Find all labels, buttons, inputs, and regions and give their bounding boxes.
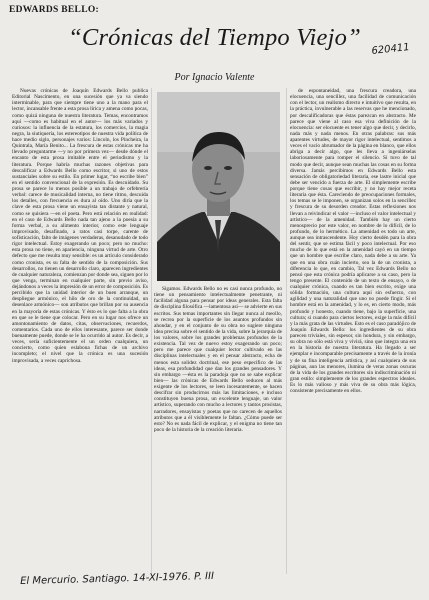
article-kicker: EDWARDS BELLO: [9, 5, 99, 15]
column-text: Nuevas crónicas de Joaquín Edwards Bello publica Editorial Nascimento, en una sucesión que ya va siendo interminable, para que siempre tiene uno a la mano para el lector, incansable frente a esta prosa lírica y amena como pocas, como quizá ninguna de nuestra literatura. Temas, encontramos aquí —como es habitual en el autor— los más variados y curiosos: la influencia de la estatura, los comercios, la magia negra, la siutiquería, los estereotipos de nuestra vida política de hace medio siglo, personajes varios: Lincoln, los Pincheira, la Quintrala, María Benito... La frescura de estas crónicas me ha llevado preguntarme —y no por primera vez— desde dónde el encanto de esta prosa imitable entre el periodismo y la literatura. Porque habría muchas razones objetivas para descalificar a Edwards Bello como escritor, si uno de estos sustanciales sobre su estilo. En primer lugar, “no escribe bien” en el sentido convencional de la expresión. Es descuidado. Su prosa se parece lo menos posible a un trabajo de orfebrería verbal: carece de musicalidad interna, no tiene ritmo, descuida los detalles, con frecuencia es dura al oído. Uno diría que la clave de esta prosa viene un ensayista tan distante y natural, como se quisiera —en el poeta. Pero está relación en realidad: en el caso de Edwards Bello nada tan ajeno a la poesía a su forma verbal, a su alimento interior, como este lenguaje improvisado, desafinado, a ratos casi torpe, carente de sofisticación, falto de imágenes verdaderas, desanudado de todo rigor intelectual. Estoy exagerando un poco; pero no mucho: esta prosa no tiene, en apariencia, ninguna virtud de arte. Otro defecto que me resulta muy sensible: es un artículo considerado como cronista, es su falta de sentido de la composición. Sus desarrollos, no tienen un desarrollo claro, aparecen ingredientes de cualquier naturaleza, comienzan por donde sea, siguen por lo que venga, terminan en cualquier parte, sin previo aviso, dejándonos a veces la impresión de un error de composición. Es percibido que la unidad interior de un buen arranque, un despliegue armónico, el hilo de oro de la continuidad, un desenlace armónico— son atributos que brillan por su ausencia en la mayoría de estas crónicas. Y ésto es lo que falta a la obra en que se le tiene que colocar. Pero en su lugar nos ofrece un amontonamiento de datos, citas, observaciones, recuerdos, comentarios. Cada uno de ellos interesante, parece ser donde buenamente puede, donde se le ha ocurrido al autor. Es decir, a veces, sería suficientemente el un orden cualquiera, un concierto, como quien eslabona fichas de un archivo incompleto; el nivel que la crónica es una sucesión improvisada, a veces caprichosa. [12, 88, 148, 364]
column-divider [286, 88, 287, 574]
portrait-image [157, 92, 280, 281]
column-divider [151, 88, 152, 574]
column-text: Sigamos. Edwards Bello no es casi nunca profundo, no tiene un pensamiento intelectualmente penetrante, ni facilidad alguna para pensar por ideas generales. Esta falta de disciplina filosófica —lamentosa así— se advierte en sus escritos. Sus temas importantes sin llegar nunca al meollo, se recrea por la superficie de los asuntos profundos sin ahondar, y en el conjunto de su obra no sugiere ninguna idea precisa sobre el sentido de la vida, sobre la jerarquía de los valores, sobre los grandes problemas profundos de la existencia. Tal vez de nuevo estoy exagerando un poco; pero me parece que cualquier lector cultivado en las disciplinas intelectuales y en el pensar abstracto, echa de menos esta solidez doctrinal, ese peso específico de las ideas, esa profundidad que dan los grandes pensadores. Y sin embargo —ésta es la paradoja que no se sabe explicar bien— las crónicas de Edwards Bello seducen al más exigente de los lectores, se leen incesantemente, se hacen descifrar sin producirnos más las limitaciones, e incluso constituyen buena prosa, un excelente lenguaje, un valor artístico, superando con mucho a lectores y tantos prosistas, narradores, ensayistas y poetas que no carecen de aquellos atributos que a él visiblemente le faltan. ¿Cómo puede ser esto? No es nada fácil de explicar, y el enigma no tiene tan poco de la historia de la creación literaria. [154, 286, 282, 433]
article-byline: Por Ignacio Valente [174, 72, 255, 83]
handwritten-reference-number: 620411 [370, 42, 410, 57]
article-column-right [290, 88, 416, 576]
article-column-left [12, 88, 148, 576]
column-text: de espontaneidad, una frescura creadora, una elocuencia, una sencillez, una facilidad de comunicación con el lector, un realismo directo e intuitivo que resulta, en la práctica, invulnerable a las reservas que he mencionado, por descalificadoras que éstas parezcan en abstracto. Me parece que viene al caso esa viva definición de la elocuencia: ser elocuente es tener algo que decir, y decirlo, nada más y nada menos. En otras palabras: sus más aparentes virtudes, de mayor rigor intelectual, sentimos a veces el vacío abrumador de la página en blanco, que ellos abriga a decir algo, que les lleva a ingeniárselas laboriosamente para romper el silencio. Si tuvo de tal modo que decir, aunque sean muchas las cosas en su forma diversa. Jamás percibimos en Edwards Bello esta sensación de obligatoriedad literaria, ese lastre inicial que debe ser vencido a fuerza de arte. El simplemente escribe porque tiene cosas que escribir, y no hay mejor receta literaria que ésta. Careciendo de preocupaciones formales, los temas se le imponen, se organizan solos en la sencillez y frescura de su desorden creador. Estas reflexiones nos llevan a reivindicar el valor —incluso el valor intelectual y artístico— de la amenidad. También hay un cierto menosprecio por este valor, en nombre de lo difícil, de lo profundo, de lo hermético. La amenidad es todo un arte, aunque sea intrascendente. Hoy cierto desdén para la obra del sentir, que se estima fácil y poco intelectual. Por eso mucho de lo que está en la amenidad cayó en un tiempo que un hombre que escribe claro, nada debe a su arte. Ya que en una obra cuán incierto, sea la de un cronista, a diferencia lo que, en cambio, Tal vez Edwards Bello no pensó que esta crónica podría aplicarse a su caso, pero la tengo presente. El contenido de un texto de ensayo, o de cualquier crónica, cuando es tan bien escrito, exige una sólida formación, una cultura aquí sin esfuerzo, con agilidad y una naturalidad que uno no puede fingir. Si el hombre está en la amenidad, y lo es, en cierto modo, más profundo y honesto, cuando tiene, bajo la superficie, una cultura; si cuando para ciertos lectores, exige la más difícil y la más grata de las virtudes. Esto es el caso paradójico de Joaquín Edwards Bello: los ingredientes de su obra parecen triviales, sin espesor, sin hondura, y sin embargo, su obra no sólo está viva y vivirá, sino que integra una era en la historia de nuestra literatura. Ha llegado a ser ejemplar e incomparable precisamente a través de la ironía y de su fina inteligencia artística, y así cualquiera de sus páginas, aun las menores, ilumina de veras zonas oscuras de la vida de los grandes escritores sin indiscriminación ni gran estilo: simplemente de los grandes espectros ideales. Es lo más valioso y más viva de su obra más lógica, consistente precisamente en ellos. [290, 88, 416, 395]
article-column-middle [154, 286, 282, 576]
author-photo [157, 92, 280, 281]
article-title: “Crónicas del Tiempo Viejo” [68, 24, 361, 51]
handwritten-source-note: El Mercurio. Santiago. 14-XI-1976. P. III [20, 570, 215, 587]
